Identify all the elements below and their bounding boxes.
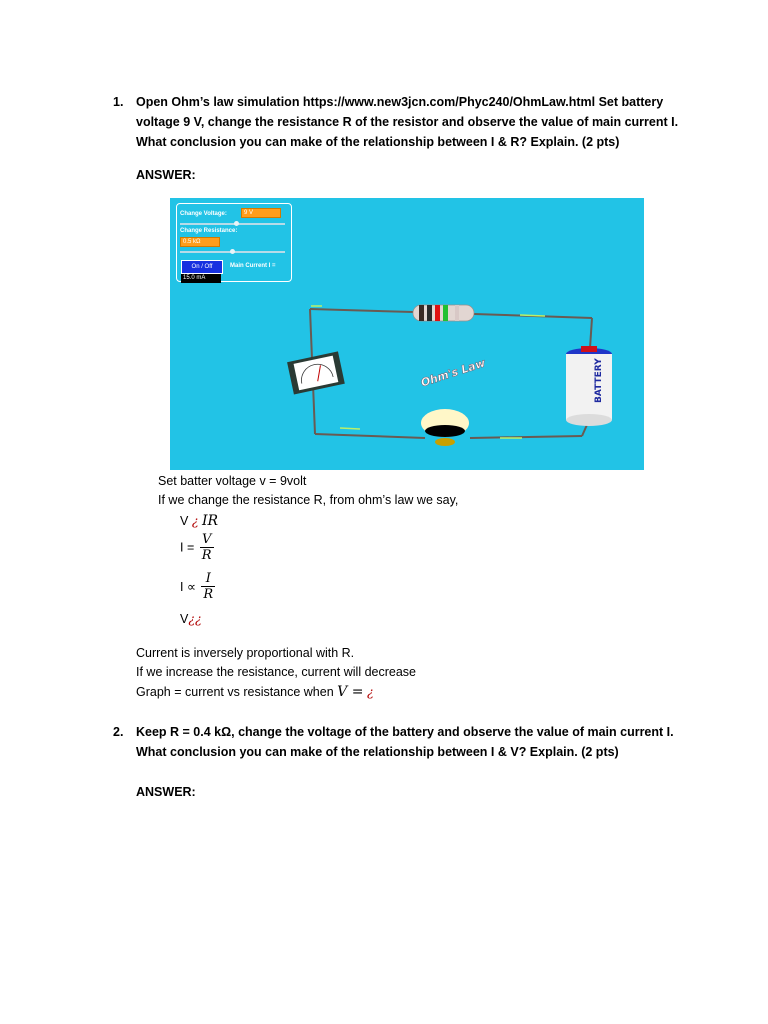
answer-1-line-1: Set batter voltage v = 9volt — [158, 474, 307, 488]
question-1-line-3: What conclusion you can make of the relationship between I & R? Explain. (2 pts) — [136, 135, 620, 149]
answer-1-line-5-eq: V = — [337, 684, 364, 700]
equation-2-lhs: I = — [180, 540, 195, 555]
equation-2-numerator: V — [200, 532, 214, 548]
voltage-value-box: 9 V — [241, 208, 281, 218]
equation-1-ir: IR — [202, 513, 219, 529]
ohms-law-3d-label — [419, 356, 488, 389]
answer-1-line-5-text: Graph = current vs resistance when — [136, 685, 334, 699]
equation-3-fraction — [201, 571, 215, 602]
equation-2-fraction — [200, 532, 214, 563]
equation-3-denominator: R — [203, 587, 214, 602]
wire-highlight — [520, 315, 545, 316]
circuit-drawing — [170, 198, 644, 470]
resistor-icon — [413, 305, 474, 321]
question-2-line-1: Keep R = 0.4 kΩ, change the voltage of the battery and observe the value of main current I. — [136, 725, 674, 739]
answer-1-line-3: Current is inversely proportional with R. — [136, 646, 355, 660]
current-readout: 15.0 mA — [181, 274, 221, 283]
equation-1-placeholder: ¿ — [191, 513, 199, 528]
answer-1-line-4: If we increase the resistance, current will decrease — [136, 665, 416, 679]
svg-text:BATTERY: BATTERY — [594, 358, 604, 403]
question-2-line-2: What conclusion you can make of the relationship between I & V? Explain. (2 pts) — [136, 745, 619, 759]
resistance-value-box: 0.5 kΩ — [180, 237, 220, 247]
answer-1-line-2: If we change the resistance R, from ohm’s law we say, — [158, 493, 459, 507]
change-resistance-label: Change Resistance: — [180, 228, 238, 234]
answer-1-label: ANSWER: — [136, 168, 196, 182]
answer-1-line-5-placeholder: ¿ — [366, 684, 374, 699]
on-off-button: On / Off — [181, 260, 223, 274]
equation-3-lhs: I ∝ — [180, 580, 196, 594]
answer-1-line-5 — [136, 684, 374, 700]
ohms-law-simulation-image — [170, 198, 644, 470]
equation-2 — [180, 532, 214, 563]
ammeter-icon — [287, 351, 345, 394]
svg-text:Ohm's Law: Ohm's Law — [419, 356, 487, 390]
wire-highlight — [340, 428, 360, 429]
equation-4 — [180, 611, 202, 626]
main-current-label: Main Current I = — [230, 263, 276, 269]
question-1-line-2: voltage 9 V, change the resistance R of the resistor and observe the value of main current I. — [136, 115, 679, 129]
question-1-line-1: Open Ohm’s law simulation https://www.new3jcn.com/Phyc240/OhmLaw.html Set battery — [136, 95, 664, 109]
equation-4-v: V — [180, 612, 189, 626]
equation-3 — [180, 571, 215, 602]
equation-1-v: V — [180, 514, 189, 528]
equation-4-placeholder: ¿¿ — [188, 611, 202, 626]
equation-1 — [180, 513, 218, 529]
question-2-number: 2. — [113, 725, 124, 739]
battery-icon — [566, 346, 612, 426]
question-1-number: 1. — [113, 95, 124, 109]
change-voltage-label: Change Voltage: — [180, 211, 227, 217]
answer-2-label: ANSWER: — [136, 785, 196, 799]
equation-3-numerator: I — [201, 571, 215, 587]
bulb-icon — [421, 409, 469, 446]
equation-2-denominator: R — [201, 548, 212, 563]
